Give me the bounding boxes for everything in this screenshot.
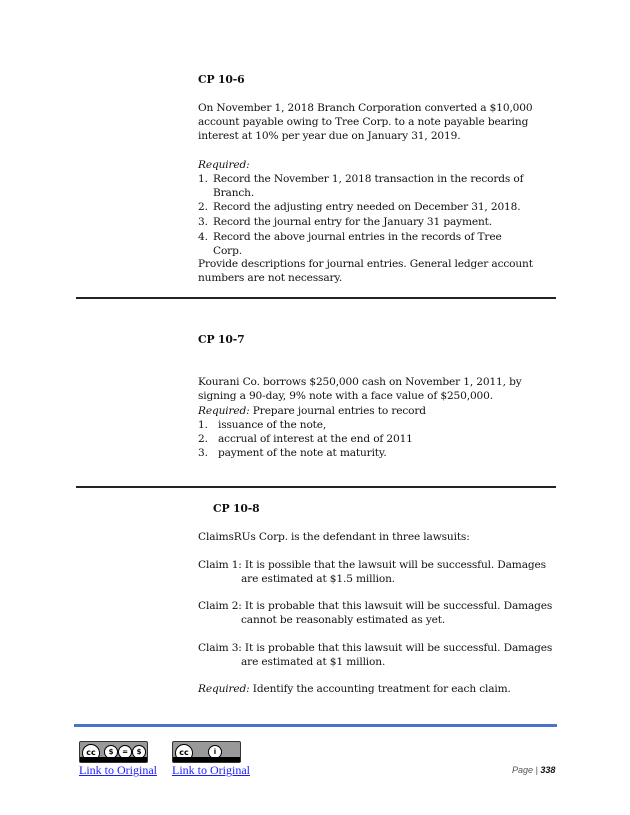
list-number: 3. xyxy=(198,447,208,459)
cp6-list-item xyxy=(198,172,558,202)
cp8-required xyxy=(198,682,558,696)
nc-icon: = xyxy=(118,745,132,759)
list-text: Record the adjusting entry needed on December 31, 2018. xyxy=(213,201,521,213)
claim-line: Claim 1: It is possible that the lawsuit will be successful. Damages xyxy=(198,559,546,571)
cp6-list-item xyxy=(198,230,558,258)
cp7-list-item xyxy=(198,446,558,461)
list-text: Record the November 1, 2018 transaction in the records of Branch. xyxy=(213,173,524,200)
cp6-paragraph xyxy=(198,101,558,144)
cc-by-badge-icon[interactable] xyxy=(172,741,241,763)
cp8-intro: ClaimsRUs Corp. is the defendant in three lawsuits: xyxy=(198,531,470,543)
cp6-para-line: account payable owing to Tree Corp. to a note payable bearing xyxy=(198,116,529,129)
cp8-required-label: Required: xyxy=(198,683,250,695)
page-label: Page | xyxy=(512,765,538,775)
claim-line: are estimated at $1.5 million. xyxy=(241,573,395,586)
cp6-para-line: On November 1, 2018 Branch Corporation converted a $10,000 xyxy=(198,102,533,114)
cp8-required-text: Identify the accounting treatment for each claim. xyxy=(249,683,511,695)
sa-icon: $ xyxy=(132,745,146,759)
list-number: 1. xyxy=(198,173,208,185)
footer-divider xyxy=(74,724,557,727)
cp8-heading: CP 10-8 xyxy=(213,502,260,515)
cp7-required-text: Prepare journal entries to record xyxy=(249,405,426,417)
cp6-para-line: interest at 10% per year due on January 31, 2019. xyxy=(198,130,461,143)
section-divider xyxy=(76,297,556,299)
cp6-required-label: Required: xyxy=(198,159,250,171)
claim-line: are estimated at $1 million. xyxy=(241,656,386,669)
cp6-heading: CP 10-6 xyxy=(198,73,245,86)
claim-line: Claim 3: It is probable that this lawsuit will be successful. Damages xyxy=(198,642,553,654)
cp7-list-item xyxy=(198,418,558,433)
list-text: issuance of the note, xyxy=(218,419,327,431)
cp7-para-line: Kourani Co. borrows $250,000 cash on November 1, 2011, by xyxy=(198,376,522,388)
link-to-original[interactable]: Link to Original xyxy=(79,763,157,777)
link-to-original[interactable]: Link to Original xyxy=(172,763,250,777)
cp7-required-label: Required: xyxy=(198,405,250,417)
page-number-value: 338 xyxy=(537,765,556,775)
list-text: accrual of interest at the end of 2011 xyxy=(218,433,413,445)
claim-line: Claim 2: It is probable that this lawsuit will be successful. Damages xyxy=(198,600,553,612)
claim-line: cannot be reasonably estimated as yet. xyxy=(241,614,446,627)
cp8-claim xyxy=(198,599,558,627)
cp8-claim xyxy=(198,558,558,586)
cp7-para-line: signing a 90-day, 9% note with a face value of $250,000. xyxy=(198,390,493,403)
cc-logo-icon: cc xyxy=(175,744,193,762)
cp6-list-item xyxy=(198,215,558,230)
cp6-note xyxy=(198,257,558,285)
list-number: 2. xyxy=(198,201,208,213)
cp8-claim xyxy=(198,641,558,669)
list-text: Record the above journal entries in the records of Tree Corp. xyxy=(213,231,502,258)
list-number: 4. xyxy=(198,231,208,243)
cp7-paragraph xyxy=(198,375,558,403)
cp7-list-item xyxy=(198,432,558,447)
list-text: payment of the note at maturity. xyxy=(218,447,387,459)
list-number: 1. xyxy=(198,419,208,431)
cc-logo-icon: cc xyxy=(82,744,100,762)
list-number: 2. xyxy=(198,433,208,445)
by-icon: $ xyxy=(104,745,118,759)
cp7-required xyxy=(198,404,558,418)
cp6-note-line: Provide descriptions for journal entries. General ledger account xyxy=(198,258,533,270)
cp6-list-item xyxy=(198,200,558,215)
page-number xyxy=(512,765,555,775)
badge-strip xyxy=(80,757,147,762)
by-icon: i xyxy=(208,745,222,759)
cp7-heading: CP 10-7 xyxy=(198,333,245,346)
list-number: 3. xyxy=(198,216,208,228)
list-text: Record the journal entry for the January 31 payment. xyxy=(213,216,492,228)
badge-strip xyxy=(173,757,240,762)
cc-by-nc-sa-badge-icon[interactable] xyxy=(79,741,148,763)
section-divider xyxy=(76,486,556,488)
cp6-note-line: numbers are not necessary. xyxy=(198,272,343,285)
